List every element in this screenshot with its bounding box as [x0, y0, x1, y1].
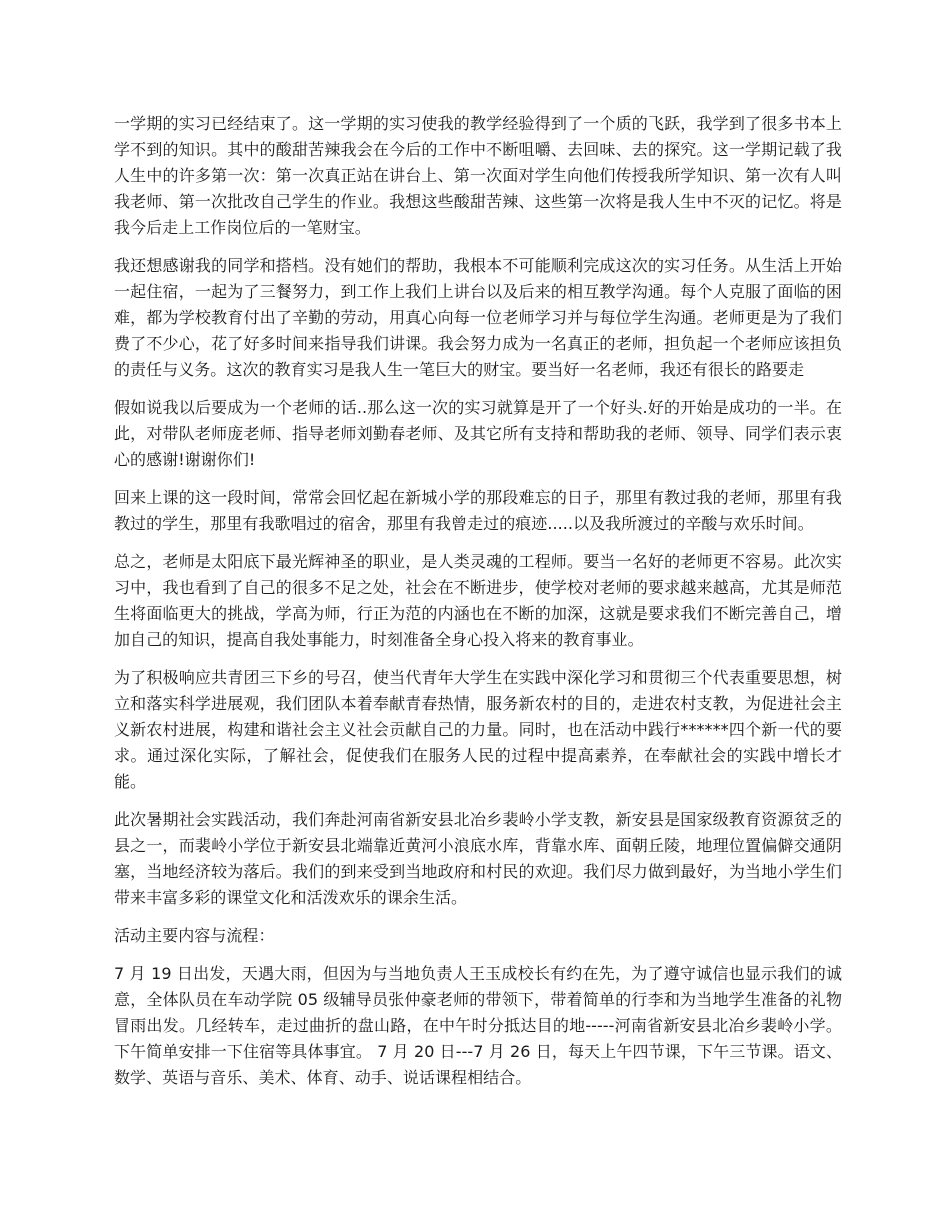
paragraph-thanks-classmates: 我还想感谢我的同学和搭档。没有她们的帮助，我根本不可能顺利完成这次的实习任务。从生活上开始一起住宿，一起为了三餐努力，到工作上我们上讲台以及后来的相互教学沟通。每个人克服了面临的困难，都为学校教育付出了辛勤的劳动，用真心向每一位老师学习并与每位学生沟通。老师更是为了我们费了不少心，花了好多时间来指导我们讲课。我会努力成为一名真正的老师，担负起一个老师应该担负的责任与义务。这次的教育实习是我人生一笔巨大的财宝。要当好一名老师，我还有很长的路要走	[114, 256, 842, 379]
section-heading-activity-content: 活动主要内容与流程：	[114, 926, 275, 945]
document-body	[114, 111, 842, 1103]
paragraph-social-practice-location: 此次暑期社会实践活动，我们奔赴河南省新安县北冶乡裴岭小学支教，新安县是国家级教育资源贫乏的县之一，而裴岭小学位于新安县北端靠近黄河小浪底水库，背靠水库、面朝丘陵，地理位置偏僻交通阴塞，当地经济较为落后。我们的到来受到当地政府和村民的欢迎。我们尽力做到最好，为当地小学生们带来丰富多彩的课堂文化和活泼欢乐的课余生活。	[114, 810, 842, 907]
paragraph-activity-timeline: 7 月 19 日出发，天遇大雨，但因为与当地负责人王玉成校长有约在先，为了遵守诚信也显示我们的诚意，全体队员在车动学院 05 级辅导员张仲豪老师的带领下，带着简单的行李和为当地学生准备的礼物冒雨出发。几经转车，走过曲折的盘山路，在中午时分抵达目的地-----河南省新安县北冶乡裴岭小学。 下午简单安排一下住宿等具体事宜。 7 月 20 日---7 月 26 日，每天上午四节课，下午三节课。语文、数学、英语与音乐、美术、体育、动手、说话课程相结合。	[114, 964, 842, 1087]
paragraph-thanks-teachers: 假如说我以后要成为一个老师的话..那么这一次的实习就算是开了一个好头.好的开始是成功的一半。在此，对带队老师庞老师、指导老师刘勤春老师、及其它所有支持和帮助我的老师、领导、同学们表示衷心的感谢!谢谢你们!	[114, 398, 842, 469]
paragraph-internship-summary: 一学期的实习已经结束了。这一学期的实习使我的教学经验得到了一个质的飞跃，我学到了很多书本上学不到的知识。其中的酸甜苦辣我会在今后的工作中不断咀嚼、去回味、去的探究。这一学期记载了我人生中的许多第一次：第一次真正站在讲台上、第一次面对学生向他们传授我所学知识、第一次有人叫我老师、第一次批改自己学生的作业。我想这些酸甜苦辣、这些第一次将是我人生中不灭的记忆。将是我今后走上工作岗位后的一笔财宝。	[114, 114, 842, 237]
paragraph-conclusion: 总之，老师是太阳底下最光辉神圣的职业，是人类灵魂的工程师。要当一名好的老师更不容易。此次实习中，我也看到了自己的很多不足之处，社会在不断进步，使学校对老师的要求越来越高，尤其是师范生将面临更大的挑战，学高为师，行正为范的内涵也在不断的加深，这就是要求我们不断完善自己，增加自己的知识，提高自我处事能力，时刻准备全身心投入将来的教育事业。	[114, 552, 842, 649]
paragraph-social-practice-purpose: 为了积极响应共青团三下乡的号召，使当代青年大学生在实践中深化学习和贯彻三个代表重要思想，树立和落实科学进展观，我们团队本着奉献青春热情，服务新农村的目的，走进农村支教，为促进社会主义新农村进展，构建和谐社会主义社会贡献自己的力量。同时，也在活动中践行******四个新一代的要求。通过深化实际，了解社会，促使我们在服务人民的过程中提高素养，在奉献社会的实践中增长才能。	[114, 668, 842, 791]
paragraph-memories: 回来上课的这一段时间，常常会回忆起在新城小学的那段难忘的日子，那里有教过我的老师，那里有我教过的学生，那里有我歌唱过的宿舍，那里有我曾走过的痕迹.....以及我所渡过的辛酸与欢乐时间。	[114, 488, 842, 533]
